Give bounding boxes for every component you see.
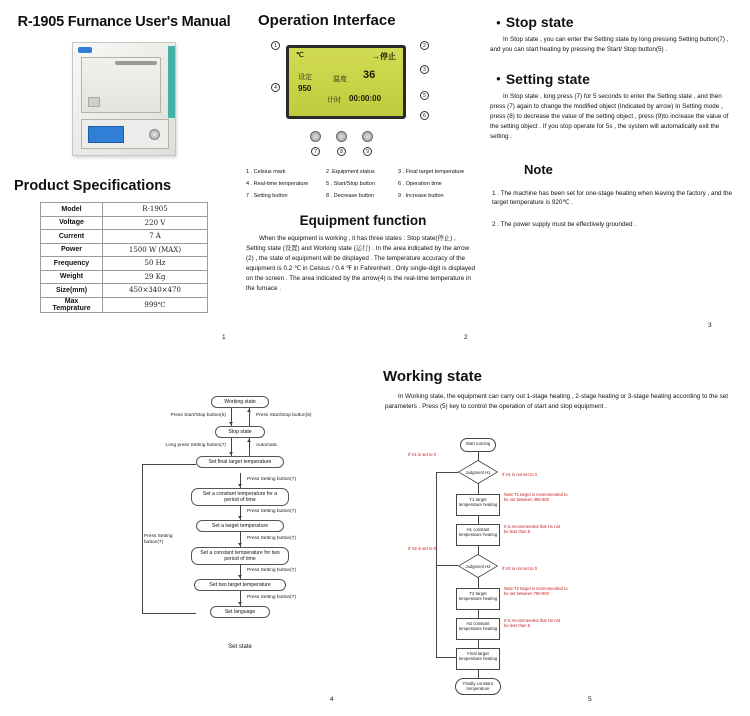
legend-grid: [246, 169, 480, 199]
increase-button[interactable]: [362, 131, 373, 142]
callout-8: 8: [337, 147, 346, 156]
timer-label: 计时: [327, 97, 341, 104]
callout-9: 9: [363, 147, 372, 156]
flow-edge-label: Press Start/Stop button(5): [170, 413, 226, 418]
panel-display: [88, 126, 124, 143]
spec-row: [41, 257, 208, 271]
decrease-button[interactable]: [336, 131, 347, 142]
legend-item: 8 . Decrease button: [326, 193, 375, 199]
legend-item: 4 . Real-time temperature: [246, 181, 309, 187]
flow-node: Stop state: [215, 426, 265, 438]
spec-value: R-1905: [103, 203, 208, 217]
legend-item: 7 . Setting button: [246, 193, 288, 199]
temperature-label: 温度: [333, 76, 347, 83]
spec-row: [41, 216, 208, 230]
specs-heading: Product Specifications: [14, 178, 172, 194]
flow-arrow-down: [231, 408, 232, 426]
equipment-function-heading: Equipment function: [299, 213, 427, 228]
spec-row: [41, 270, 208, 284]
flow-decision: [458, 554, 498, 578]
spec-label: Max Temprature: [41, 297, 103, 312]
flow-decision: [458, 460, 498, 484]
callout-5: 5: [420, 91, 429, 100]
stop-state-heading: [488, 14, 746, 30]
spec-label: Power: [41, 243, 103, 257]
callout-1: 1: [271, 41, 280, 50]
flow-edge-label: Press Setting button(7): [247, 567, 297, 573]
flow-edge-label: Press Setting button(7): [247, 594, 297, 600]
page-number: 5: [588, 696, 592, 703]
page-number: 3: [708, 322, 712, 329]
stop-state-text: In Stop state , you can enter the Setting state by long pressing Setting button(7) , and you can start heating by pressing the Start/ Stop button(5) .: [490, 36, 729, 53]
furnace-photo: [72, 42, 176, 156]
note-item: 2 . The power supply must be effectively grounded .: [492, 221, 636, 229]
flow-arrow-up: [249, 438, 250, 456]
callout-7: 7: [311, 147, 320, 156]
panel-knob-icon: [149, 129, 160, 140]
flow-edge-label: Press Setting button(7): [144, 534, 173, 545]
flow-node: Set final target temperature: [196, 456, 284, 468]
spec-label: Model: [41, 203, 103, 217]
spec-label: Voltage: [41, 216, 103, 230]
flow-arrow-down: [240, 564, 241, 579]
operation-time: 00:00:00: [349, 94, 382, 103]
legend-item: 9 . Increase button: [398, 193, 444, 199]
equipment-status: →停止: [372, 52, 396, 61]
flow-decision-label: Judgment H1: [465, 469, 491, 475]
flow-annotation: If H2 is not set to 0: [502, 566, 537, 571]
bullet-icon: ●: [496, 74, 501, 84]
spec-row: [41, 243, 208, 257]
page-2: [246, 8, 480, 294]
equipment-function-text: When the equipment is working , it has three states : Stop state(停止) , Setting state (设置) and Working state (运行) . In the area indicated by the arrow (2) , the state of equipment will be displayed . The temperature accuracy of the equipment is 0.2 ℃ in Celsius / 0.4 ℉ in Fahrenheit . Only single-digit is displayed on the screen . The area indicated by the arrow(4) is the real-time temperature in the furnace .: [246, 235, 476, 292]
flow-annotation: It is recommended that H1 not be less than 5: [504, 524, 561, 535]
bullet-icon: ●: [496, 17, 501, 27]
note-heading: Note: [524, 161, 553, 177]
callout-6: 6: [420, 111, 429, 120]
flow-node: T2 target temperature heating: [456, 588, 500, 610]
flow-edge-label: Press Setting button(7): [247, 535, 297, 541]
spec-value: 220 V: [103, 216, 208, 230]
flow-edge-label: Press Setting button(7): [247, 508, 297, 514]
celsius-mark: ℃: [296, 52, 304, 59]
flow-arrow-down: [240, 591, 241, 606]
callout-2: 2: [420, 41, 429, 50]
lcd-display: [286, 45, 406, 119]
spec-value: 7 A: [103, 230, 208, 244]
spec-row: [41, 230, 208, 244]
spec-label: Current: [41, 230, 103, 244]
page-number: 1: [222, 334, 226, 341]
flow-annotation: If H1 is not set to 0: [502, 472, 537, 477]
spec-table: [40, 202, 208, 313]
final-target-temperature: 950: [298, 84, 312, 93]
flow-annotation: If H2 is set to 0: [408, 546, 436, 551]
legend-item: 3 . Final target temperature: [398, 169, 465, 175]
flowchart-caption: Set state: [228, 644, 252, 650]
spec-value: 29 Kg: [103, 270, 208, 284]
flow-node: H1 constant temperature heating: [456, 524, 500, 546]
spec-table-body: [41, 203, 208, 313]
flow-decision-label: Judgment H2: [465, 563, 491, 569]
spec-label: Size(mm): [41, 284, 103, 298]
flow-node: Set a constant temperature for a period of time: [191, 488, 289, 506]
spec-value: 50 Hz: [103, 257, 208, 271]
flow-annotation: Note:T2 target is recommended to be set between 700-800: [504, 586, 568, 597]
set-state-flowchart: [128, 396, 378, 664]
legend-item: 5 . Start/Stop button: [326, 181, 375, 187]
working-state-flowchart: [408, 438, 738, 704]
callout-4: 4: [271, 83, 280, 92]
flow-arrow-down: [231, 438, 232, 456]
page-number: 2: [464, 334, 468, 341]
spec-value: 1500 W (MAX): [103, 243, 208, 257]
flow-node: Start running: [460, 438, 496, 452]
working-state-heading: Working state: [383, 368, 482, 385]
flow-bypass-line: [436, 472, 458, 566]
flow-node: Set language: [210, 606, 270, 618]
callout-3: 3: [420, 65, 429, 74]
control-panel: [81, 119, 169, 149]
furnace-door: [81, 57, 161, 113]
lcd-assembly: [268, 39, 432, 159]
spec-row: [41, 284, 208, 298]
flow-annotation: Note:T1 target is recommended to be set between 405-500: [504, 492, 568, 503]
spec-row: [41, 297, 208, 312]
furnace-side-accent: [168, 46, 175, 118]
set-label: 设定: [298, 74, 312, 81]
flow-annotation: It is recommended that H2 not be less than 5: [504, 618, 561, 629]
flow-arrow-down: [240, 473, 241, 488]
spec-label: Weight: [41, 270, 103, 284]
spec-value: 999℃: [103, 297, 208, 312]
door-handle-icon: [115, 61, 157, 65]
flow-node: H2 constant temperature heating: [456, 618, 500, 640]
flow-node: Working state: [211, 396, 269, 408]
note-item: 1 . The machine has been set for one-stage heating when leaving the factory , and the target temperature is 920℃ .: [492, 189, 733, 206]
real-time-temperature: 36: [363, 69, 376, 81]
door-latch-icon: [88, 97, 100, 107]
page-number: 4: [330, 696, 334, 703]
flow-bypass-line: [436, 566, 458, 658]
page-3: [488, 8, 746, 243]
spec-row: [41, 203, 208, 217]
stop-state-label: Stop state: [505, 14, 574, 30]
flow-node: Final target temperature heating: [456, 648, 500, 670]
legend-item: 6 . Operation time: [398, 181, 442, 187]
setting-state-label: Setting state: [505, 70, 590, 87]
flow-edge-label: Long press Setting button(7): [165, 443, 226, 448]
setting-state-heading: [488, 71, 746, 87]
spec-label: Frequency: [41, 257, 103, 271]
flow-annotation: If H1 is set to 0: [408, 452, 436, 457]
setting-button[interactable]: [310, 131, 321, 142]
page-1: [8, 8, 240, 313]
legend-item: 1 . Celsius mark: [246, 169, 286, 175]
flow-edge-label: Press Setting button(7): [247, 476, 297, 482]
legend-item: 2 .Equipment status: [326, 169, 375, 175]
operation-interface-heading: Operation Interface: [258, 12, 396, 29]
flow-arrow-down: [240, 505, 241, 520]
flow-edge-label: Press Start/Stop button(5): [256, 413, 312, 418]
flow-node: Set two target temperature: [194, 579, 286, 591]
flow-node: Set a target temperature: [196, 520, 284, 532]
spec-value: 450×340×470: [103, 284, 208, 298]
working-state-text: In Working state, the equipment can carry out 1-stage heating , 2-stage heating or 3-stage heating according to the set parameters . Press (5) key to control the operation of start and stop equipment .: [385, 393, 728, 410]
flow-edge-label: Automatic: [256, 443, 278, 448]
flow-node: T1 target temperature heating: [456, 494, 500, 516]
flow-arrow-down: [240, 532, 241, 547]
manual-title: R-1905 Furnance User's Manual: [17, 14, 231, 30]
flow-arrow-up: [249, 408, 250, 426]
brand-logo: [78, 47, 92, 53]
flow-node: Set a constant temperature for two period of time: [191, 547, 289, 565]
setting-state-text: In Stop state , long press (7) for 5 seconds to enter the Setting state , and then press (7) again to change the modified object (Indicated by arrow) In Setting mode , press (8) to decrease the value of the setting object , press (9)to increase the value of the setting object . If you stop operate for 5s , the system will automatically exit the setting .: [490, 92, 729, 140]
flow-node: Finally constant temperature: [455, 678, 501, 695]
